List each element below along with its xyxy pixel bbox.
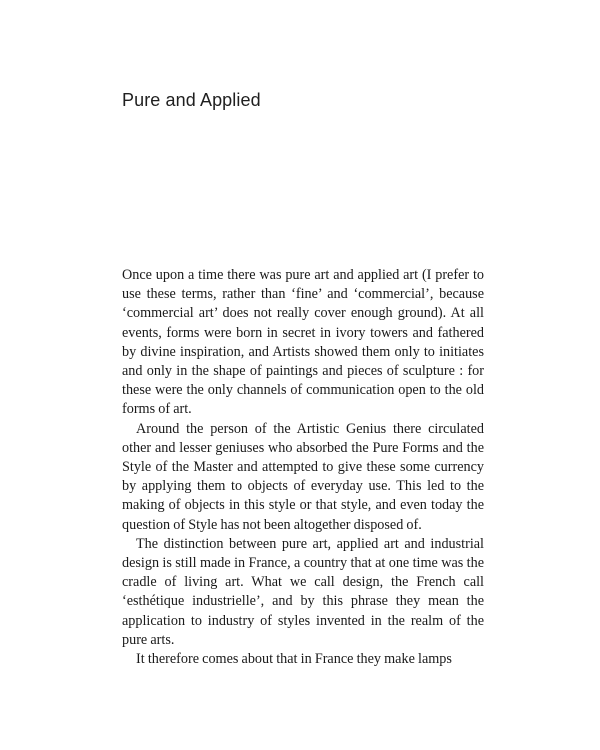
body-text [122, 266, 484, 669]
paragraph-3: The distinction between pure art, applied art and industrial design is still made in France, a country that at one time was the cradle of living art. What we call design, the French call ‘esthétique industrielle’, and by this phrase they mean the application to industry of styles invented in the realm of the pure arts. [122, 535, 484, 648]
chapter-title: Pure and Applied [122, 90, 261, 110]
paragraph-1: Once upon a time there was pure art and applied art (I prefer to use these terms, rather than ‘fine’ and ‘commercial’, because ‘commercial art’ does not really cover enough ground). At all events, forms were born in secret in ivory towers and fathered by divine inspiration, and Artists showed them only to initiates and only in the shape of paintings and pieces of sculpture : for these were the only channels of communication open to the old forms of art. [122, 267, 484, 418]
paragraph-2: Around the person of the Artistic Genius there circulated other and lesser geniuses who absorbed the Pure Forms and the Style of the Master and attempted to give these some currency by applying them to objects of everyday use. This led to the making of objects in this style or that style, and even today the question of Style has not been altogether disposed of. [122, 420, 484, 533]
paragraph-4: It therefore comes about that in France they make lamps [136, 651, 452, 668]
